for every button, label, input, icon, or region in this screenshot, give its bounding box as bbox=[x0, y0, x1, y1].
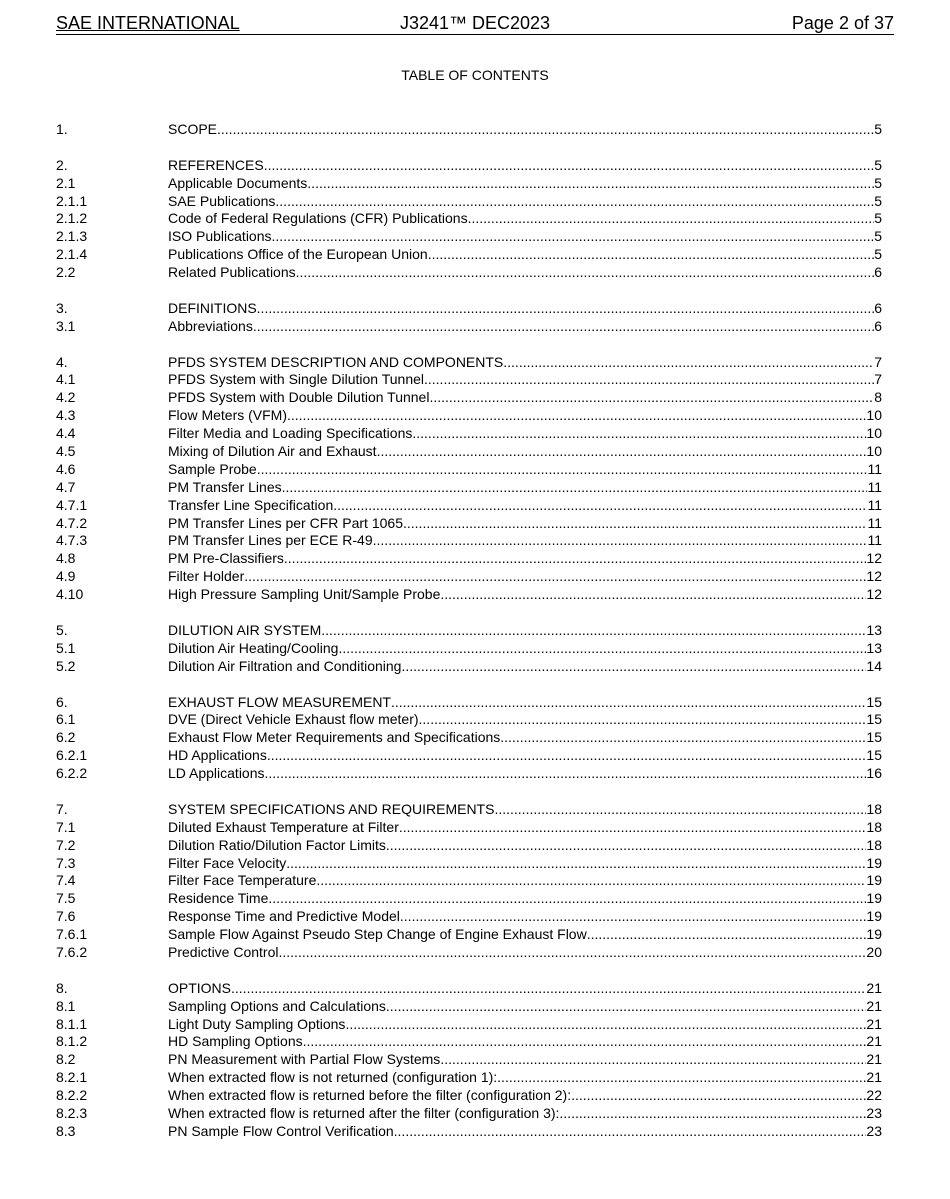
toc-entry-number: 4.8 bbox=[56, 550, 76, 567]
toc-entry[interactable] bbox=[56, 1105, 882, 1123]
dot-leader bbox=[296, 264, 875, 282]
toc-entry-number: 4.2 bbox=[56, 389, 76, 406]
toc-entry[interactable] bbox=[56, 765, 882, 783]
dot-leader bbox=[303, 1033, 867, 1051]
toc-entry[interactable] bbox=[56, 354, 882, 372]
toc-entry-title: SAE Publications bbox=[168, 192, 276, 209]
toc-entry[interactable] bbox=[56, 908, 882, 926]
toc-entry-number: 8.2.2 bbox=[56, 1087, 88, 1104]
dot-leader bbox=[279, 944, 867, 962]
toc-entry-page: 11 bbox=[867, 478, 882, 495]
toc-entry-title: Diluted Exhaust Temperature at Filter bbox=[168, 818, 399, 835]
dot-leader bbox=[412, 425, 866, 443]
dot-leader bbox=[264, 157, 875, 175]
toc-entry-title: Flow Meters (VFM) bbox=[168, 407, 287, 424]
toc-entry-title: Transfer Line Specification bbox=[168, 496, 334, 513]
toc-entry-title: PN Measurement with Partial Flow Systems bbox=[168, 1051, 441, 1068]
toc-entry-title: DVE (Direct Vehicle Exhaust flow meter) bbox=[168, 711, 419, 728]
toc-entry-number: 4.7.2 bbox=[56, 514, 88, 531]
toc-entry[interactable] bbox=[56, 407, 882, 425]
dot-leader bbox=[316, 872, 866, 890]
toc-entry-page: 5 bbox=[874, 121, 882, 137]
toc-entry-page: 11 bbox=[867, 460, 882, 477]
dot-leader bbox=[373, 532, 868, 550]
dot-leader bbox=[268, 890, 866, 908]
toc-entry-number: 2.1.1 bbox=[56, 192, 88, 209]
toc-entry-title: REFERENCES bbox=[168, 156, 264, 173]
dot-leader bbox=[440, 586, 866, 604]
dot-leader bbox=[287, 407, 866, 425]
toc-entry-number: 5. bbox=[56, 621, 68, 638]
document-id: J3241™ DEC2023 bbox=[399, 13, 551, 33]
toc-entry-title: When extracted flow is returned before the filter (configuration 2): bbox=[168, 1087, 572, 1104]
toc-entry-title: Sample Flow Against Pseudo Step Change of Engine Exhaust Flow bbox=[168, 926, 587, 943]
toc-entry[interactable] bbox=[56, 855, 882, 873]
toc-entry-title: Mixing of Dilution Air and Exhaust bbox=[168, 443, 377, 460]
dot-leader bbox=[440, 1051, 866, 1069]
toc-entry-title: DEFINITIONS bbox=[168, 299, 257, 316]
toc-entry[interactable] bbox=[56, 157, 882, 175]
toc-entry[interactable] bbox=[56, 926, 882, 944]
toc-entry[interactable] bbox=[56, 658, 882, 676]
dot-leader bbox=[257, 461, 868, 479]
toc-entry-number: 5.2 bbox=[56, 657, 76, 674]
toc-entry[interactable] bbox=[56, 228, 882, 246]
toc-entry[interactable] bbox=[56, 300, 882, 318]
dot-leader bbox=[286, 855, 866, 873]
toc-entry-title: Exhaust Flow Meter Requirements and Specifications bbox=[168, 729, 501, 746]
toc-entry-number: 7.6.1 bbox=[56, 926, 88, 943]
toc-entry-number: 8.1.1 bbox=[56, 1015, 88, 1032]
dot-leader bbox=[403, 515, 867, 533]
toc-entry-number: 8.1 bbox=[56, 997, 76, 1014]
toc-entry-number: 6.2.2 bbox=[56, 765, 88, 782]
toc-entry-page: 20 bbox=[866, 943, 882, 960]
toc-entry-page: 5 bbox=[874, 210, 882, 227]
toc-entry-page: 18 bbox=[866, 800, 882, 817]
toc-entry[interactable] bbox=[56, 443, 882, 461]
dot-leader bbox=[424, 371, 874, 389]
toc-entry-page: 21 bbox=[866, 997, 882, 1014]
toc-entry[interactable] bbox=[56, 622, 882, 640]
toc-entry-number: 2.1.4 bbox=[56, 246, 88, 263]
toc-entry-number: 4.5 bbox=[56, 443, 76, 460]
toc-entry[interactable] bbox=[56, 193, 882, 211]
toc-entry-page: 11 bbox=[867, 514, 882, 531]
section-gap bbox=[56, 139, 882, 157]
toc-entry-title: OPTIONS bbox=[168, 979, 232, 996]
toc-entry-title: Applicable Documents bbox=[168, 174, 308, 191]
toc-entry-title: PM Transfer Lines per CFR Part 1065 bbox=[168, 514, 403, 531]
toc-entry-number: 8. bbox=[56, 979, 68, 996]
toc-entry[interactable] bbox=[56, 711, 882, 729]
dot-leader bbox=[497, 1069, 866, 1087]
dot-leader bbox=[231, 980, 866, 998]
toc-entry[interactable] bbox=[56, 550, 882, 568]
toc-entry-page: 18 bbox=[866, 836, 882, 853]
toc-entry-title: PFDS System with Double Dilution Tunnel bbox=[168, 389, 430, 406]
toc-entry-number: 4.6 bbox=[56, 460, 76, 477]
toc-entry[interactable] bbox=[56, 515, 882, 533]
toc-entry-page: 19 bbox=[866, 872, 882, 889]
toc-entry-number: 1. bbox=[56, 121, 68, 137]
toc-title: TABLE OF CONTENTS bbox=[401, 67, 549, 83]
toc-entry-title: Filter Face Temperature bbox=[168, 872, 317, 889]
toc-entry[interactable] bbox=[56, 890, 882, 908]
dot-leader bbox=[428, 246, 875, 264]
toc-entry-page: 7 bbox=[874, 371, 882, 388]
toc-entry-number: 4.9 bbox=[56, 568, 76, 585]
toc-entry-page: 19 bbox=[866, 908, 882, 925]
toc-entry[interactable] bbox=[56, 819, 882, 837]
toc-entry-page: 12 bbox=[866, 550, 882, 567]
toc-entry[interactable] bbox=[56, 175, 882, 193]
dot-leader bbox=[275, 193, 874, 211]
toc-entry-page: 15 bbox=[866, 693, 882, 710]
toc-entry-page: 5 bbox=[874, 192, 882, 209]
toc-entry-number: 7.2 bbox=[56, 836, 76, 853]
toc-entry-page: 21 bbox=[866, 979, 882, 996]
toc-entry-title: When extracted flow is returned after the filter (configuration 3): bbox=[168, 1104, 560, 1121]
toc-entry-title: ISO Publications bbox=[168, 228, 272, 245]
toc-entry-title: Code of Federal Regulations (CFR) Publications bbox=[168, 210, 468, 227]
toc-entry-number: 7.6 bbox=[56, 908, 76, 925]
toc-entry-number: 2. bbox=[56, 156, 68, 173]
toc-entry[interactable] bbox=[56, 944, 882, 962]
toc-entry-title: PM Transfer Lines per ECE R-49 bbox=[168, 532, 373, 549]
toc-entry-number: 8.1.2 bbox=[56, 1033, 88, 1050]
toc-entry[interactable] bbox=[56, 210, 882, 228]
toc-entry-page: 15 bbox=[866, 711, 882, 728]
toc-entry-number: 7.3 bbox=[56, 854, 76, 871]
toc-entry[interactable] bbox=[56, 532, 882, 550]
dot-leader bbox=[253, 318, 874, 336]
dot-leader bbox=[386, 998, 867, 1016]
dot-leader bbox=[333, 497, 867, 515]
toc-entry[interactable] bbox=[56, 1123, 882, 1141]
toc-entry-page: 13 bbox=[866, 639, 882, 656]
section-gap bbox=[56, 336, 882, 354]
toc-entry-title: SCOPE bbox=[168, 121, 218, 137]
section-gap bbox=[56, 676, 882, 694]
dot-leader bbox=[307, 175, 874, 193]
toc-entry-page: 6 bbox=[874, 299, 882, 316]
toc-entry[interactable] bbox=[56, 980, 882, 998]
toc-entry-number: 7.4 bbox=[56, 872, 76, 889]
dot-leader bbox=[391, 694, 866, 712]
toc-entry-title: PFDS System with Single Dilution Tunnel bbox=[168, 371, 424, 388]
toc-entry-number: 4.7.3 bbox=[56, 532, 88, 549]
toc-entry-page: 21 bbox=[866, 1033, 882, 1050]
toc-entry-number: 8.3 bbox=[56, 1122, 76, 1139]
toc-entry-number: 4.7.1 bbox=[56, 496, 88, 513]
toc-entry-page: 23 bbox=[866, 1122, 882, 1139]
toc-entry[interactable] bbox=[56, 998, 882, 1016]
toc-entry[interactable] bbox=[56, 497, 882, 515]
dot-leader bbox=[419, 711, 867, 729]
toc-entry-title: Publications Office of the European Union bbox=[168, 246, 428, 263]
toc-entry[interactable] bbox=[56, 872, 882, 890]
toc-entry-page: 19 bbox=[866, 854, 882, 871]
toc-entry-title: Filter Holder bbox=[168, 568, 245, 585]
dot-leader bbox=[338, 640, 866, 658]
toc-entry-title: EXHAUST FLOW MEASUREMENT bbox=[168, 693, 391, 710]
toc-entry-page: 21 bbox=[866, 1069, 882, 1086]
section-gap bbox=[56, 962, 882, 980]
toc-entry[interactable] bbox=[56, 461, 882, 479]
toc-entry[interactable] bbox=[56, 640, 882, 658]
toc-entry-title: HD Applications bbox=[168, 747, 267, 764]
toc-entry[interactable] bbox=[56, 586, 882, 604]
organization-name: SAE INTERNATIONAL bbox=[56, 13, 240, 33]
toc-entry-page: 5 bbox=[874, 174, 882, 191]
dot-leader bbox=[257, 300, 875, 318]
dot-leader bbox=[394, 1123, 867, 1141]
toc-entry[interactable] bbox=[56, 694, 882, 712]
dot-leader bbox=[399, 819, 867, 837]
dot-leader bbox=[272, 228, 875, 246]
table-of-contents bbox=[56, 121, 882, 1141]
toc-entry-number: 7.6.2 bbox=[56, 943, 88, 960]
dot-leader bbox=[494, 801, 866, 819]
toc-entry-number: 2.1 bbox=[56, 174, 76, 191]
toc-entry-title: PM Pre-Classifiers bbox=[168, 550, 284, 567]
toc-entry-page: 21 bbox=[866, 1015, 882, 1032]
dot-leader bbox=[282, 479, 868, 497]
toc-entry-number: 2.1.3 bbox=[56, 228, 88, 245]
toc-entry-title: When extracted flow is not returned (configuration 1): bbox=[168, 1069, 498, 1086]
toc-entry-page: 15 bbox=[866, 729, 882, 746]
toc-entry-page: 10 bbox=[866, 443, 882, 460]
toc-entry-page: 23 bbox=[866, 1104, 882, 1121]
toc-entry-page: 22 bbox=[866, 1087, 882, 1104]
dot-leader bbox=[244, 568, 866, 586]
toc-entry-page: 19 bbox=[866, 890, 882, 907]
toc-entry[interactable] bbox=[56, 729, 882, 747]
toc-entry-page: 12 bbox=[866, 568, 882, 585]
toc-entry[interactable] bbox=[56, 371, 882, 389]
dot-leader bbox=[265, 765, 867, 783]
toc-entry[interactable] bbox=[56, 1016, 882, 1034]
toc-entry[interactable] bbox=[56, 479, 882, 497]
toc-entry-title: Residence Time bbox=[168, 890, 269, 907]
toc-entry-number: 3.1 bbox=[56, 317, 76, 334]
dot-leader bbox=[468, 210, 875, 228]
toc-entry-number: 6.2 bbox=[56, 729, 76, 746]
dot-leader bbox=[587, 926, 867, 944]
toc-entry-number: 3. bbox=[56, 299, 68, 316]
toc-entry-number: 5.1 bbox=[56, 639, 76, 656]
toc-entry-number: 4.10 bbox=[56, 586, 84, 603]
toc-entry-number: 4.4 bbox=[56, 425, 76, 442]
toc-entry-page: 15 bbox=[866, 747, 882, 764]
toc-entry-number: 6. bbox=[56, 693, 68, 710]
toc-entry[interactable] bbox=[56, 801, 882, 819]
section-gap bbox=[56, 604, 882, 622]
toc-entry-page: 5 bbox=[874, 228, 882, 245]
toc-entry-page: 11 bbox=[867, 532, 882, 549]
toc-entry-title: Response Time and Predictive Model bbox=[168, 908, 400, 925]
dot-leader bbox=[559, 1105, 866, 1123]
toc-entry-number: 7.1 bbox=[56, 818, 76, 835]
toc-entry-title: Light Duty Sampling Options bbox=[168, 1015, 346, 1032]
toc-entry-title: Predictive Control bbox=[168, 943, 279, 960]
toc-entry-title: Sampling Options and Calculations bbox=[168, 997, 386, 1014]
toc-entry-number: 8.2.1 bbox=[56, 1069, 88, 1086]
toc-entry-page: 5 bbox=[874, 156, 882, 173]
toc-entry-number: 8.2.3 bbox=[56, 1104, 88, 1121]
toc-entry-number: 8.2 bbox=[56, 1051, 76, 1068]
toc-entry-number: 2.1.2 bbox=[56, 210, 88, 227]
toc-entry-title: HD Sampling Options bbox=[168, 1033, 303, 1050]
toc-entry-page: 5 bbox=[874, 246, 882, 263]
toc-entry-title: PM Transfer Lines bbox=[168, 478, 282, 495]
dot-leader bbox=[386, 837, 867, 855]
toc-entry[interactable] bbox=[56, 568, 882, 586]
section-gap bbox=[56, 282, 882, 300]
dot-leader bbox=[571, 1087, 866, 1105]
page-number: Page 2 of 37 bbox=[791, 13, 894, 33]
toc-entry-page: 6 bbox=[874, 317, 882, 334]
toc-entry-page: 11 bbox=[867, 496, 882, 513]
toc-entry[interactable] bbox=[56, 1033, 882, 1051]
dot-leader bbox=[267, 747, 867, 765]
toc-entry-title: PN Sample Flow Control Verification bbox=[168, 1122, 394, 1139]
toc-entry-title: SYSTEM SPECIFICATIONS AND REQUIREMENTS bbox=[168, 800, 495, 817]
toc-entry-number: 6.2.1 bbox=[56, 747, 88, 764]
dot-leader bbox=[401, 658, 866, 676]
toc-entry[interactable] bbox=[56, 121, 882, 139]
toc-entry[interactable] bbox=[56, 318, 882, 336]
toc-entry-page: 18 bbox=[866, 818, 882, 835]
dot-leader bbox=[500, 729, 866, 747]
toc-entry-title: Abbreviations bbox=[168, 317, 253, 334]
toc-entry-title: Filter Face Velocity bbox=[168, 854, 287, 871]
toc-entry[interactable] bbox=[56, 1087, 882, 1105]
toc-entry-number: 7.5 bbox=[56, 890, 76, 907]
toc-entry-page: 14 bbox=[866, 657, 882, 674]
toc-entry-number: 6.1 bbox=[56, 711, 76, 728]
dot-leader bbox=[377, 443, 867, 461]
toc-entry-number: 4. bbox=[56, 353, 68, 370]
toc-entry-title: Dilution Ratio/Dilution Factor Limits bbox=[168, 836, 386, 853]
toc-entry-number: 4.1 bbox=[56, 371, 76, 388]
toc-entry-page: 16 bbox=[866, 765, 882, 782]
dot-leader bbox=[284, 550, 867, 568]
toc-entry[interactable] bbox=[56, 1051, 882, 1069]
toc-entry-title: LD Applications bbox=[168, 765, 265, 782]
dot-leader bbox=[217, 121, 874, 139]
dot-leader bbox=[429, 389, 874, 407]
section-gap bbox=[56, 783, 882, 801]
toc-entry-page: 7 bbox=[874, 353, 882, 370]
dot-leader bbox=[345, 1016, 866, 1034]
toc-entry-number: 4.7 bbox=[56, 478, 76, 495]
toc-entry-title: Sample Probe bbox=[168, 460, 257, 477]
toc-entry-page: 6 bbox=[874, 264, 882, 281]
toc-entry-page: 21 bbox=[866, 1051, 882, 1068]
toc-entry-page: 12 bbox=[866, 586, 882, 603]
toc-entry-number: 7. bbox=[56, 800, 68, 817]
toc-entry[interactable] bbox=[56, 425, 882, 443]
toc-entry-page: 10 bbox=[866, 407, 882, 424]
toc-entry[interactable] bbox=[56, 747, 882, 765]
toc-entry-title: PFDS SYSTEM DESCRIPTION AND COMPONENTS bbox=[168, 353, 504, 370]
toc-entry-page: 10 bbox=[866, 425, 882, 442]
toc-entry[interactable] bbox=[56, 837, 882, 855]
toc-entry-page: 13 bbox=[866, 621, 882, 638]
toc-entry[interactable] bbox=[56, 389, 882, 407]
dot-leader bbox=[400, 908, 867, 926]
toc-entry-title: Related Publications bbox=[168, 264, 296, 281]
dot-leader bbox=[503, 354, 874, 372]
dot-leader bbox=[321, 622, 866, 640]
toc-entry-page: 19 bbox=[866, 926, 882, 943]
toc-entry-page: 8 bbox=[874, 389, 882, 406]
toc-entry[interactable] bbox=[56, 264, 882, 282]
toc-entry-number: 2.2 bbox=[56, 264, 76, 281]
page-header bbox=[56, 12, 894, 35]
toc-entry-title: High Pressure Sampling Unit/Sample Probe bbox=[168, 586, 441, 603]
toc-entry-title: Filter Media and Loading Specifications bbox=[168, 425, 413, 442]
toc-entry-number: 4.3 bbox=[56, 407, 76, 424]
toc-entry[interactable] bbox=[56, 246, 882, 264]
toc-entry-title: DILUTION AIR SYSTEM bbox=[168, 621, 322, 638]
toc-entry-title: Dilution Air Heating/Cooling bbox=[168, 639, 339, 656]
toc-entry-title: Dilution Air Filtration and Conditioning bbox=[168, 657, 402, 674]
toc-entry[interactable] bbox=[56, 1069, 882, 1087]
